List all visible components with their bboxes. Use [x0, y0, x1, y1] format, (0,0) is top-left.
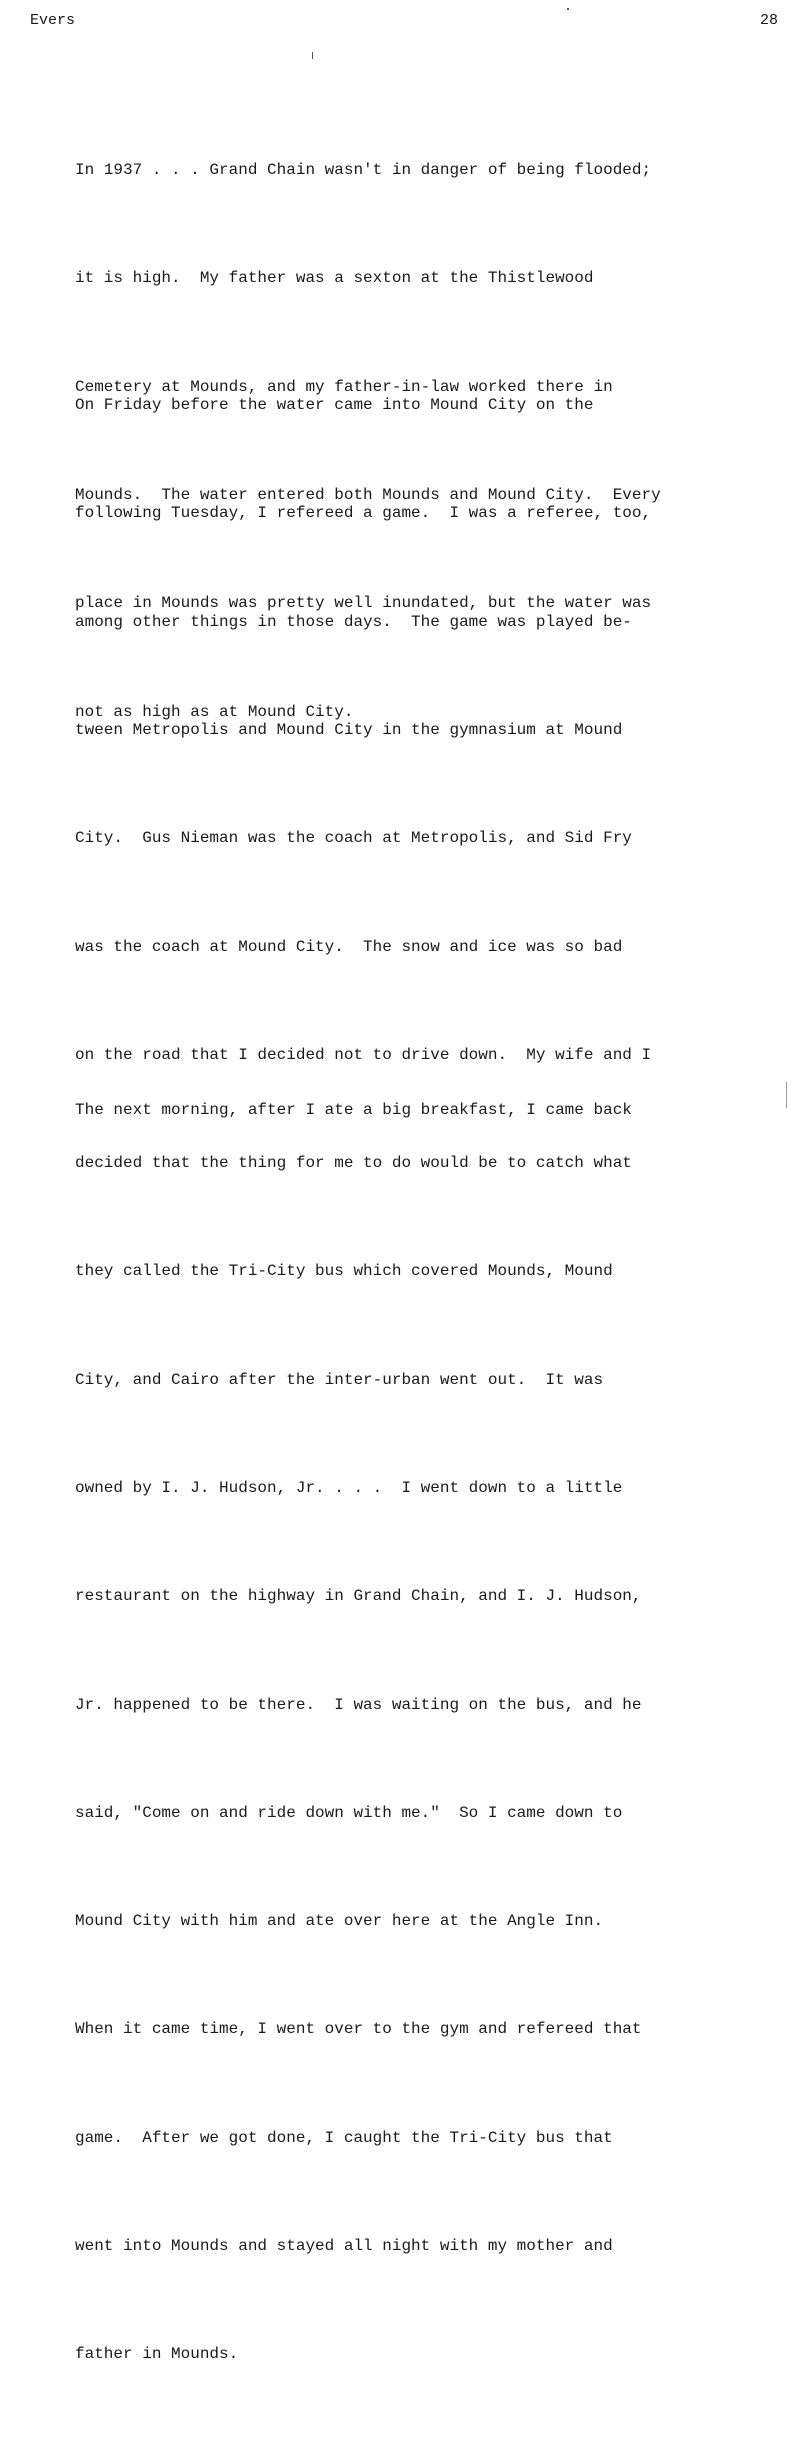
text-line: following Tuesday, I refereed a game. I was a referee, too, — [75, 504, 652, 523]
text-line: decided that the thing for me to do would be to catch what — [75, 1154, 632, 1173]
text-line: they called the Tri-City bus which covered Mounds, Mound — [75, 1262, 613, 1281]
text-line: went into Mounds and stayed all night with my mother and — [75, 2236, 613, 2255]
text-line: it is high. My father was a sexton at the Thistlewood — [75, 269, 594, 288]
text-line: owned by I. J. Hudson, Jr. . . . I went down to a little — [75, 1479, 623, 1497]
text-line: tween Metropolis and Mound City in the gymnasium at Mound — [75, 721, 623, 740]
scan-edge-mark — [786, 1082, 787, 1108]
text-line: City. Gus Nieman was the coach at Metropolis, and Sid Fry — [75, 829, 632, 848]
text-line: said, "Come on and ride down with me." So I came down to — [75, 1803, 623, 1822]
text-line: father in Mounds. — [75, 2345, 239, 2364]
scan-speck — [312, 52, 313, 59]
text-line: was the coach at Mound City. The snow and ice was so bad — [75, 937, 623, 956]
text-line: not as high as at Mound City. — [75, 702, 354, 721]
text-line: Jr. happened to be there. I was waiting on the bus, and he — [75, 1695, 642, 1714]
paragraph-2 — [75, 315, 775, 2445]
text-line: among other things in those days. The game was played be- — [75, 612, 632, 631]
page-number: 28 — [759, 12, 778, 29]
page-header-name: Evers — [30, 12, 76, 29]
paragraph-3 — [75, 1020, 775, 1200]
text-line: On Friday before the water came into Mound City on the — [75, 396, 594, 415]
scan-speck — [567, 8, 569, 10]
text-line: Cemetery at Mounds, and my father-in-law worked there in — [75, 377, 613, 396]
text-line: game. After we got done, I caught the Tri-City bus that — [75, 2128, 613, 2147]
text-line: When it came time, I went over to the gym and refereed that — [75, 2020, 642, 2039]
text-line: City, and Cairo after the inter-urban went out. It was — [75, 1370, 604, 1389]
text-line: restaurant on the highway in Grand Chain, and I. J. Hudson, — [75, 1587, 642, 1606]
text-line: on the road that I decided not to drive down. My wife and I — [75, 1045, 652, 1064]
text-line: The next morning, after I ate a big breakfast, I came back — [75, 1101, 632, 1120]
text-line: Mounds. The water entered both Mounds and Mound City. Every — [75, 486, 661, 505]
text-line: place in Mounds was pretty well inundated, but the water was — [75, 594, 652, 613]
text-line: In 1937 . . . Grand Chain wasn't in danger of being flooded; — [75, 161, 652, 180]
text-line: Mound City with him and ate over here at the Angle Inn. — [75, 1912, 604, 1931]
